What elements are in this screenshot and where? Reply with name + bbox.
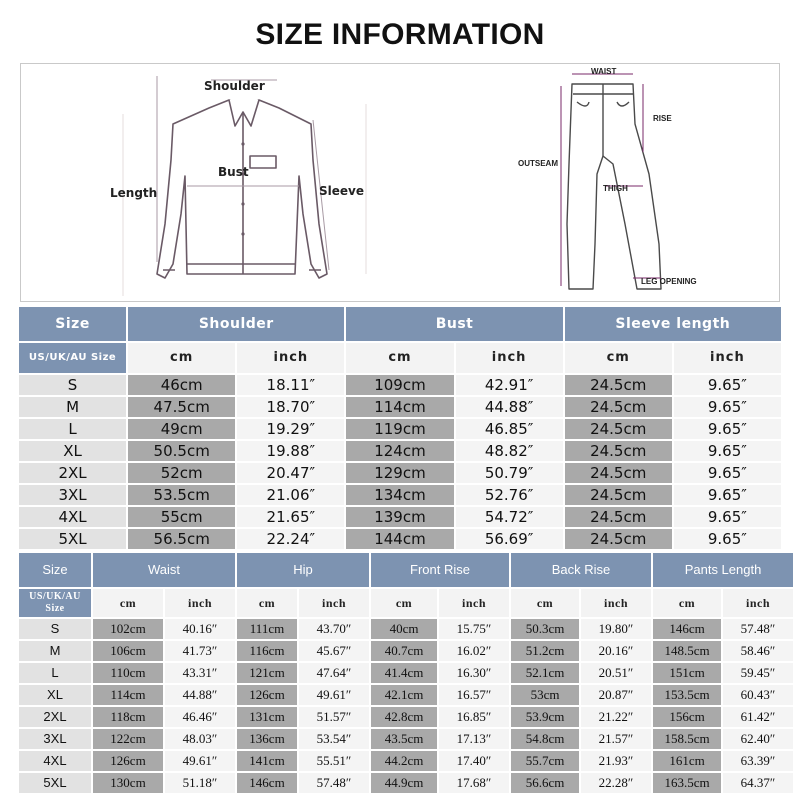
inch-value-cell: 20.16″ [581,641,651,661]
table-row [19,729,793,749]
inch-value-cell: 16.57″ [439,685,509,705]
table-row [19,441,781,461]
table-row [19,751,793,771]
cm-value-cell: 40cm [371,619,437,639]
inch-value-cell: 21.93″ [581,751,651,771]
inch-value-cell: 46.85″ [456,419,563,439]
thigh-label: THIGH [603,184,628,193]
cm-value-cell: 24.5cm [565,463,672,483]
header-size: Size [19,553,91,587]
inch-value-cell: 16.30″ [439,663,509,683]
unit-cell: inch [237,343,344,373]
cm-value-cell: 119cm [346,419,453,439]
sleeve-label: Sleeve [319,184,364,198]
table-row [19,619,793,639]
cm-value-cell: 161cm [653,751,721,771]
header-back-rise: Back Rise [511,553,651,587]
inch-value-cell: 9.65″ [674,463,781,483]
table-row [19,375,781,395]
cm-value-cell: 110cm [93,663,163,683]
size-cell: 2XL [19,463,126,483]
inch-value-cell: 16.85″ [439,707,509,727]
cm-value-cell: 131cm [237,707,297,727]
inch-value-cell: 57.48″ [723,619,793,639]
bust-label: Bust [218,165,249,179]
cm-value-cell: 24.5cm [565,441,672,461]
table-row [19,397,781,417]
measurement-diagram-panel [20,63,780,302]
header-sleeve-length: Sleeve length [565,307,781,341]
length-label: Length [110,186,158,200]
cm-value-cell: 24.5cm [565,397,672,417]
cm-value-cell: 122cm [93,729,163,749]
inch-value-cell: 61.42″ [723,707,793,727]
cm-value-cell: 141cm [237,751,297,771]
unit-cell: inch [299,589,369,617]
table-row [19,707,793,727]
size-cell: S [19,619,91,639]
cm-value-cell: 126cm [237,685,297,705]
unit-cell: cm [565,343,672,373]
inch-value-cell: 19.29″ [237,419,344,439]
cm-value-cell: 139cm [346,507,453,527]
inch-value-cell: 19.88″ [237,441,344,461]
pants-illustration [561,74,661,289]
inch-value-cell: 63.39″ [723,751,793,771]
cm-value-cell: 24.5cm [565,375,672,395]
size-cell: XL [19,685,91,705]
inch-value-cell: 22.28″ [581,773,651,793]
cm-value-cell: 24.5cm [565,419,672,439]
inch-value-cell: 9.65″ [674,529,781,549]
size-cell: 5XL [19,529,126,549]
table-unit-row [19,589,793,617]
inch-value-cell: 56.69″ [456,529,563,549]
inch-value-cell: 51.18″ [165,773,235,793]
cm-value-cell: 134cm [346,485,453,505]
inch-value-cell: 19.80″ [581,619,651,639]
inch-value-cell: 22.24″ [237,529,344,549]
inch-value-cell: 47.64″ [299,663,369,683]
table-row [19,463,781,483]
table-row [19,641,793,661]
header-front-rise: Front Rise [371,553,509,587]
bottom-size-table [17,551,795,795]
cm-value-cell: 102cm [93,619,163,639]
inch-value-cell: 55.51″ [299,751,369,771]
inch-value-cell: 9.65″ [674,507,781,527]
size-cell: M [19,397,126,417]
inch-value-cell: 17.68″ [439,773,509,793]
header-waist: Waist [93,553,235,587]
inch-value-cell: 48.82″ [456,441,563,461]
inch-value-cell: 9.65″ [674,419,781,439]
inch-value-cell: 20.87″ [581,685,651,705]
cm-value-cell: 56.6cm [511,773,579,793]
inch-value-cell: 21.06″ [237,485,344,505]
cm-value-cell: 153.5cm [653,685,721,705]
cm-value-cell: 126cm [93,751,163,771]
size-cell: 4XL [19,507,126,527]
inch-value-cell: 53.54″ [299,729,369,749]
cm-value-cell: 163.5cm [653,773,721,793]
cm-value-cell: 146cm [237,773,297,793]
table-row [19,529,781,549]
unit-cell: cm [653,589,721,617]
inch-value-cell: 54.72″ [456,507,563,527]
size-cell: 3XL [19,485,126,505]
cm-value-cell: 136cm [237,729,297,749]
garment-illustrations [21,64,781,303]
size-cell: 4XL [19,751,91,771]
cm-value-cell: 42.1cm [371,685,437,705]
size-standard-label: US/UK/AU Size [19,589,91,617]
cm-value-cell: 53cm [511,685,579,705]
cm-value-cell: 111cm [237,619,297,639]
cm-value-cell: 53.9cm [511,707,579,727]
top-size-table [17,305,783,551]
unit-cell: cm [511,589,579,617]
inch-value-cell: 52.76″ [456,485,563,505]
size-cell: S [19,375,126,395]
cm-value-cell: 106cm [93,641,163,661]
unit-cell: cm [371,589,437,617]
inch-value-cell: 21.22″ [581,707,651,727]
cm-value-cell: 118cm [93,707,163,727]
cm-value-cell: 44.9cm [371,773,437,793]
cm-value-cell: 144cm [346,529,453,549]
cm-value-cell: 44.2cm [371,751,437,771]
cm-value-cell: 42.8cm [371,707,437,727]
cm-value-cell: 53.5cm [128,485,235,505]
cm-value-cell: 116cm [237,641,297,661]
cm-value-cell: 121cm [237,663,297,683]
inch-value-cell: 18.70″ [237,397,344,417]
leg-opening-label: LEG OPENING [641,277,697,286]
cm-value-cell: 109cm [346,375,453,395]
rise-label: RISE [653,114,672,123]
shoulder-label: Shoulder [204,79,265,93]
size-cell: L [19,663,91,683]
inch-value-cell: 17.40″ [439,751,509,771]
inch-value-cell: 9.65″ [674,485,781,505]
size-standard-label: US/UK/AU Size [19,343,126,373]
cm-value-cell: 114cm [93,685,163,705]
cm-value-cell: 24.5cm [565,529,672,549]
cm-value-cell: 55.7cm [511,751,579,771]
cm-value-cell: 151cm [653,663,721,683]
cm-value-cell: 158.5cm [653,729,721,749]
unit-cell: cm [128,343,235,373]
table-row [19,419,781,439]
cm-value-cell: 130cm [93,773,163,793]
inch-value-cell: 44.88″ [456,397,563,417]
inch-value-cell: 21.65″ [237,507,344,527]
inch-value-cell: 60.43″ [723,685,793,705]
size-cell: 5XL [19,773,91,793]
inch-value-cell: 40.16″ [165,619,235,639]
table-row [19,685,793,705]
unit-cell: inch [439,589,509,617]
header-bust: Bust [346,307,562,341]
cm-value-cell: 55cm [128,507,235,527]
inch-value-cell: 58.46″ [723,641,793,661]
size-cell: XL [19,441,126,461]
inch-value-cell: 41.73″ [165,641,235,661]
cm-value-cell: 129cm [346,463,453,483]
cm-value-cell: 52.1cm [511,663,579,683]
inch-value-cell: 44.88″ [165,685,235,705]
table-unit-row [19,343,781,373]
inch-value-cell: 59.45″ [723,663,793,683]
cm-value-cell: 46cm [128,375,235,395]
table-row [19,507,781,527]
inch-value-cell: 57.48″ [299,773,369,793]
table-row [19,663,793,683]
cm-value-cell: 56.5cm [128,529,235,549]
cm-value-cell: 50.5cm [128,441,235,461]
unit-cell: cm [346,343,453,373]
cm-value-cell: 43.5cm [371,729,437,749]
cm-value-cell: 47.5cm [128,397,235,417]
cm-value-cell: 52cm [128,463,235,483]
size-cell: 2XL [19,707,91,727]
cm-value-cell: 124cm [346,441,453,461]
inch-value-cell: 15.75″ [439,619,509,639]
inch-value-cell: 64.37″ [723,773,793,793]
unit-cell: inch [581,589,651,617]
unit-cell: inch [456,343,563,373]
cm-value-cell: 24.5cm [565,485,672,505]
inch-value-cell: 9.65″ [674,375,781,395]
header-shoulder: Shoulder [128,307,344,341]
cm-value-cell: 51.2cm [511,641,579,661]
inch-value-cell: 48.03″ [165,729,235,749]
inch-value-cell: 46.46″ [165,707,235,727]
inch-value-cell: 21.57″ [581,729,651,749]
cm-value-cell: 146cm [653,619,721,639]
waist-label: WAIST [591,67,617,76]
table-row [19,773,793,793]
cm-value-cell: 156cm [653,707,721,727]
inch-value-cell: 18.11″ [237,375,344,395]
cm-value-cell: 49cm [128,419,235,439]
inch-value-cell: 49.61″ [299,685,369,705]
inch-value-cell: 43.70″ [299,619,369,639]
cm-value-cell: 50.3cm [511,619,579,639]
inch-value-cell: 16.02″ [439,641,509,661]
table-header-row [19,307,781,341]
size-cell: M [19,641,91,661]
cm-value-cell: 114cm [346,397,453,417]
unit-cell: inch [674,343,781,373]
inch-value-cell: 62.40″ [723,729,793,749]
inch-value-cell: 50.79″ [456,463,563,483]
header-size: Size [19,307,126,341]
inch-value-cell: 49.61″ [165,751,235,771]
inch-value-cell: 9.65″ [674,441,781,461]
inch-value-cell: 20.51″ [581,663,651,683]
unit-cell: inch [723,589,793,617]
cm-value-cell: 40.7cm [371,641,437,661]
cm-value-cell: 41.4cm [371,663,437,683]
size-cell: L [19,419,126,439]
inch-value-cell: 45.67″ [299,641,369,661]
table-header-row [19,553,793,587]
inch-value-cell: 42.91″ [456,375,563,395]
inch-value-cell: 9.65″ [674,397,781,417]
unit-cell: cm [93,589,163,617]
cm-value-cell: 54.8cm [511,729,579,749]
table-row [19,485,781,505]
header-hip: Hip [237,553,369,587]
cm-value-cell: 148.5cm [653,641,721,661]
inch-value-cell: 43.31″ [165,663,235,683]
inch-value-cell: 51.57″ [299,707,369,727]
inch-value-cell: 17.13″ [439,729,509,749]
inch-value-cell: 20.47″ [237,463,344,483]
unit-cell: cm [237,589,297,617]
cm-value-cell: 24.5cm [565,507,672,527]
size-cell: 3XL [19,729,91,749]
unit-cell: inch [165,589,235,617]
page-title: SIZE INFORMATION [255,18,545,51]
header-pants-length: Pants Length [653,553,793,587]
outseam-label: OUTSEAM [518,159,558,168]
